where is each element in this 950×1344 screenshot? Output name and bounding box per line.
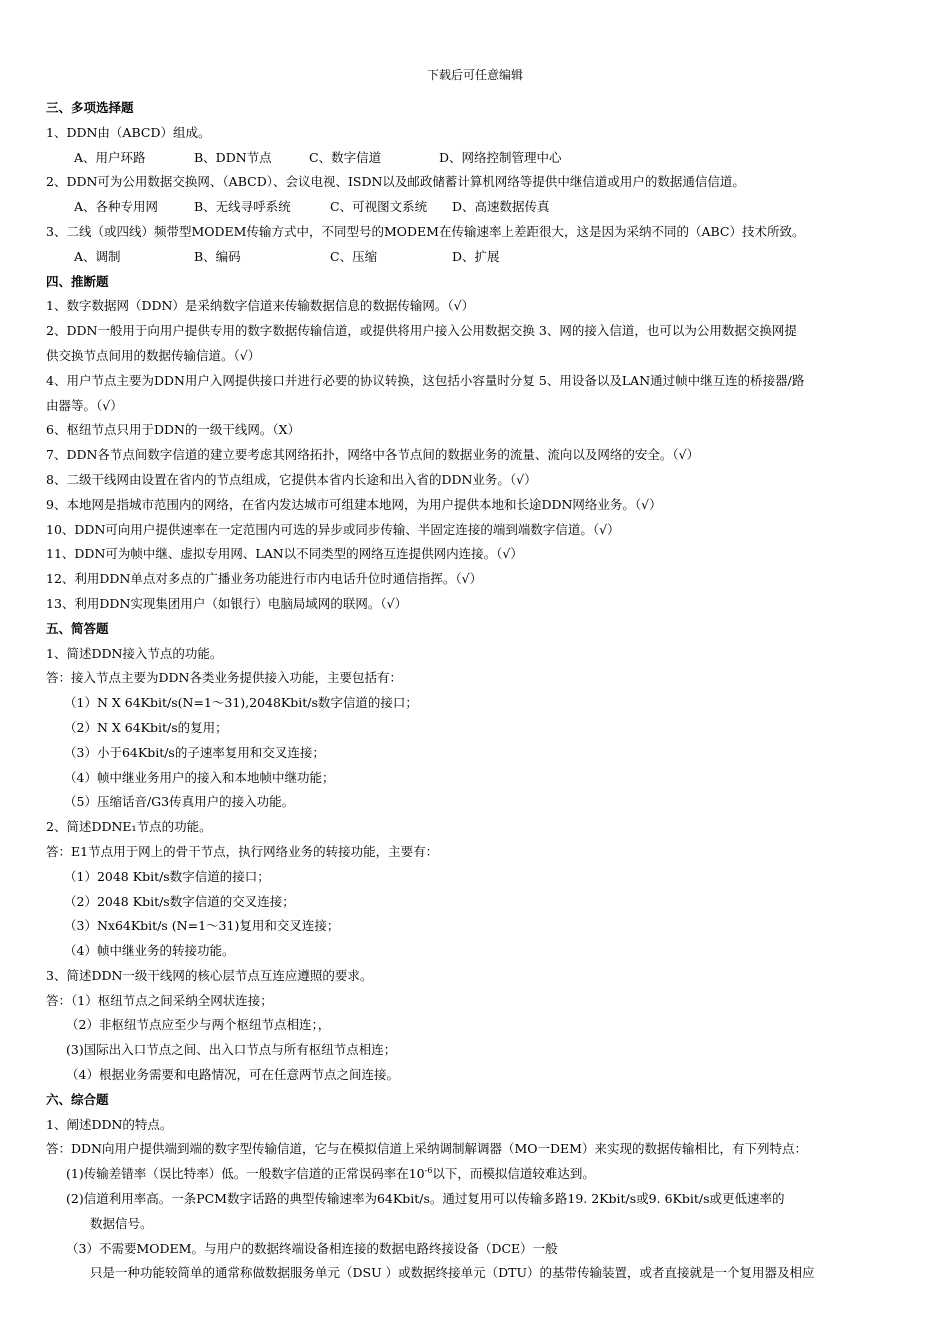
- judgment-item: 6、枢纽节点只用于DDN的一级干线网。（X）: [46, 422, 301, 438]
- judgment-item: 2、DDN一般用于向用户提供专用的数字数据传输信道，或提供将用户接入公用数据交换 3、网的接入信道，也可以为公用数据交换网提: [46, 323, 797, 339]
- answer-item: (2)信道利用率高。一条PCM数字话路的典型传输速率为64Kbit/s。通过复用可以传输多路19. 2Kbit/s或9. 6Kbit/s或更低速率的: [66, 1191, 785, 1207]
- question-5-3: 3、简述DDN一级干线网的核心层节点互连应遵照的要求。: [46, 967, 373, 983]
- question-6-1: 1、阐述DDN的特点。: [46, 1116, 173, 1132]
- option-d: D、扩展: [452, 248, 500, 264]
- option-c: C、压缩: [330, 248, 378, 264]
- answer-item: （5）压缩话音/G3传真用户的接入功能。: [64, 794, 295, 810]
- judgment-item: 9、本地网是指城市范围内的网络，在省内发达城市可组建本地网，为用户提供本地和长途DDN网络业务。（√）: [46, 496, 662, 512]
- option-c: C、数字信道: [309, 149, 382, 165]
- question-3-1: 1、DDN由（ABCD）组成。: [46, 124, 211, 140]
- section-heading-comprehensive: 六、综合题: [46, 1091, 109, 1107]
- question-3-3-options: [46, 245, 910, 270]
- question-5-2: 2、简述DDNE₁节点的功能。: [46, 819, 212, 835]
- option-a: A、调制: [74, 248, 121, 264]
- judgment-item: 11、DDN可为帧中继、虚拟专用网、LAN以不同类型的网络互连提供网内连接。（√）: [46, 546, 523, 562]
- question-3-1-options: [46, 146, 910, 171]
- option-b: B、无线寻呼系统: [194, 199, 291, 215]
- judgment-item: 10、DDN可向用户提供速率在一定范围内可选的异步或同步传输、半固定连接的端到端数字信道。（√）: [46, 521, 620, 537]
- answer-item-text: (1)传输差错率（误比特率）低。一般数字信道的正常误码率在10: [66, 1166, 425, 1182]
- section-heading-short-answer: 五、简答题: [46, 620, 109, 636]
- judgment-item: 13、利用DDN实现集团用户（如银行）电脑局域网的联网。（√）: [46, 595, 408, 611]
- answer-item: （1）N X 64Kbit/s(N=1～31),2048Kbit/s数字信道的接口；: [64, 695, 418, 711]
- question-3-2-options: [46, 195, 910, 220]
- answer-item: （4）根据业务需要和电路情况，可在任意两节点之间连接。: [66, 1067, 399, 1083]
- answer-item: （2）N X 64Kbit/s的复用；: [64, 719, 228, 735]
- document-body: [46, 96, 910, 1286]
- option-a: A、各种专用网: [74, 199, 159, 215]
- question-3-3: 3、二线（或四线）频带型MODEM传输方式中，不同型号的MODEM在传输速率上差距很大，这是因为采纳不同的（ABC）技术所致。: [46, 223, 805, 239]
- answer-item: （3）不需要MODEM。与用户的数据终端设备相连接的数据电路终接设备（DCE）一般: [66, 1240, 558, 1256]
- answer-item: （3）Nx64Kbit/s (N=1～31)复用和交叉连接；: [64, 918, 340, 934]
- section-heading-judgment: 四、推断题: [46, 273, 109, 289]
- judgment-item: 12、利用DDN单点对多点的广播业务功能进行市内电话升位时通信指挥。（√）: [46, 571, 483, 587]
- answer-item-continued: 数据信号。: [90, 1215, 153, 1231]
- answer-5-3: 答：（1）枢纽节点之间采纳全网状连接；: [46, 992, 273, 1008]
- answer-6-1: 答：DDN向用户提供端到端的数字型传输信道，它与在模拟信道上采纳调制解调器（MO一DEM）来实现的数据传输相比，有下列特点：: [46, 1141, 807, 1157]
- judgment-item: 8、二级干线网由设置在省内的节点组成，它提供本省内长途和出入省的DDN业务。（√）: [46, 471, 537, 487]
- answer-item: （4）帧中继业务的转接功能。: [64, 943, 235, 959]
- question-5-1: 1、简述DDN接入节点的功能。: [46, 645, 223, 661]
- judgment-item: 供交换节点间用的数据传输信道。（√）: [46, 347, 261, 363]
- answer-item: （3）小于64Kbit/s的子速率复用和交叉连接；: [64, 744, 325, 760]
- answer-item: （1）2048 Kbit/s数字信道的接口；: [64, 868, 270, 884]
- option-d: D、网络控制管理中心: [439, 149, 562, 165]
- option-b: B、编码: [194, 248, 241, 264]
- answer-item: （2）2048 Kbit/s数字信道的交叉连接；: [64, 893, 295, 909]
- answer-item-continued: 只是一种功能较简单的通常称做数据服务单元（DSU ）或数据终接单元（DTU）的基带传输装置，或者直接就是一个复用器及相应: [90, 1265, 815, 1281]
- answer-5-2: 答：E1节点用于网上的骨干节点，执行网络业务的转接功能，主要有：: [46, 843, 439, 859]
- judgment-item: 7、DDN各节点间数字信道的建立要考虑其网络拓扑，网络中各节点间的数据业务的流量、流向以及网络的安全。（√）: [46, 447, 700, 463]
- judgment-item: 4、用户节点主要为DDN用户入网提供接口并进行必要的协议转换，这包括小容量时分复 5、用设备以及LAN通过帧中继互连的桥接器/路: [46, 372, 805, 388]
- answer-item-text: 以下，而模拟信道较难达到。: [432, 1166, 595, 1182]
- page-header: 下载后可任意编辑: [426, 68, 523, 82]
- question-3-2: 2、DDN可为公用数据交换网、（ABCD）、会议电视、ISDN以及邮政储蓄计算机网络等提供中继信道或用户的数据通信信道。: [46, 174, 745, 190]
- answer-item: [46, 1162, 910, 1187]
- answer-item: （4）帧中继业务用户的接入和本地帧中继功能；: [64, 769, 335, 785]
- option-d: D、高速数据传真: [452, 199, 550, 215]
- option-b: B、DDN节点: [194, 149, 272, 165]
- answer-5-1: 答：接入节点主要为DDN各类业务提供接入功能，主要包括有：: [46, 670, 402, 686]
- judgment-item: 1、数字数据网（DDN）是采纳数字信道来传输数据信息的数据传输网。（√）: [46, 298, 475, 314]
- judgment-item: 由器等。（√）: [46, 397, 123, 413]
- section-heading-multiple-choice: 三、多项选择题: [46, 100, 134, 115]
- option-a: A、用户环路: [74, 149, 146, 165]
- answer-item: （2）非枢纽节点应至少与两个枢纽节点相连；，: [66, 1017, 331, 1033]
- answer-item: (3)国际出入口节点之间、出入口节点与所有枢纽节点相连；: [66, 1042, 397, 1058]
- exponent: -6: [424, 1166, 433, 1176]
- option-c: C、可视图文系统: [330, 199, 428, 215]
